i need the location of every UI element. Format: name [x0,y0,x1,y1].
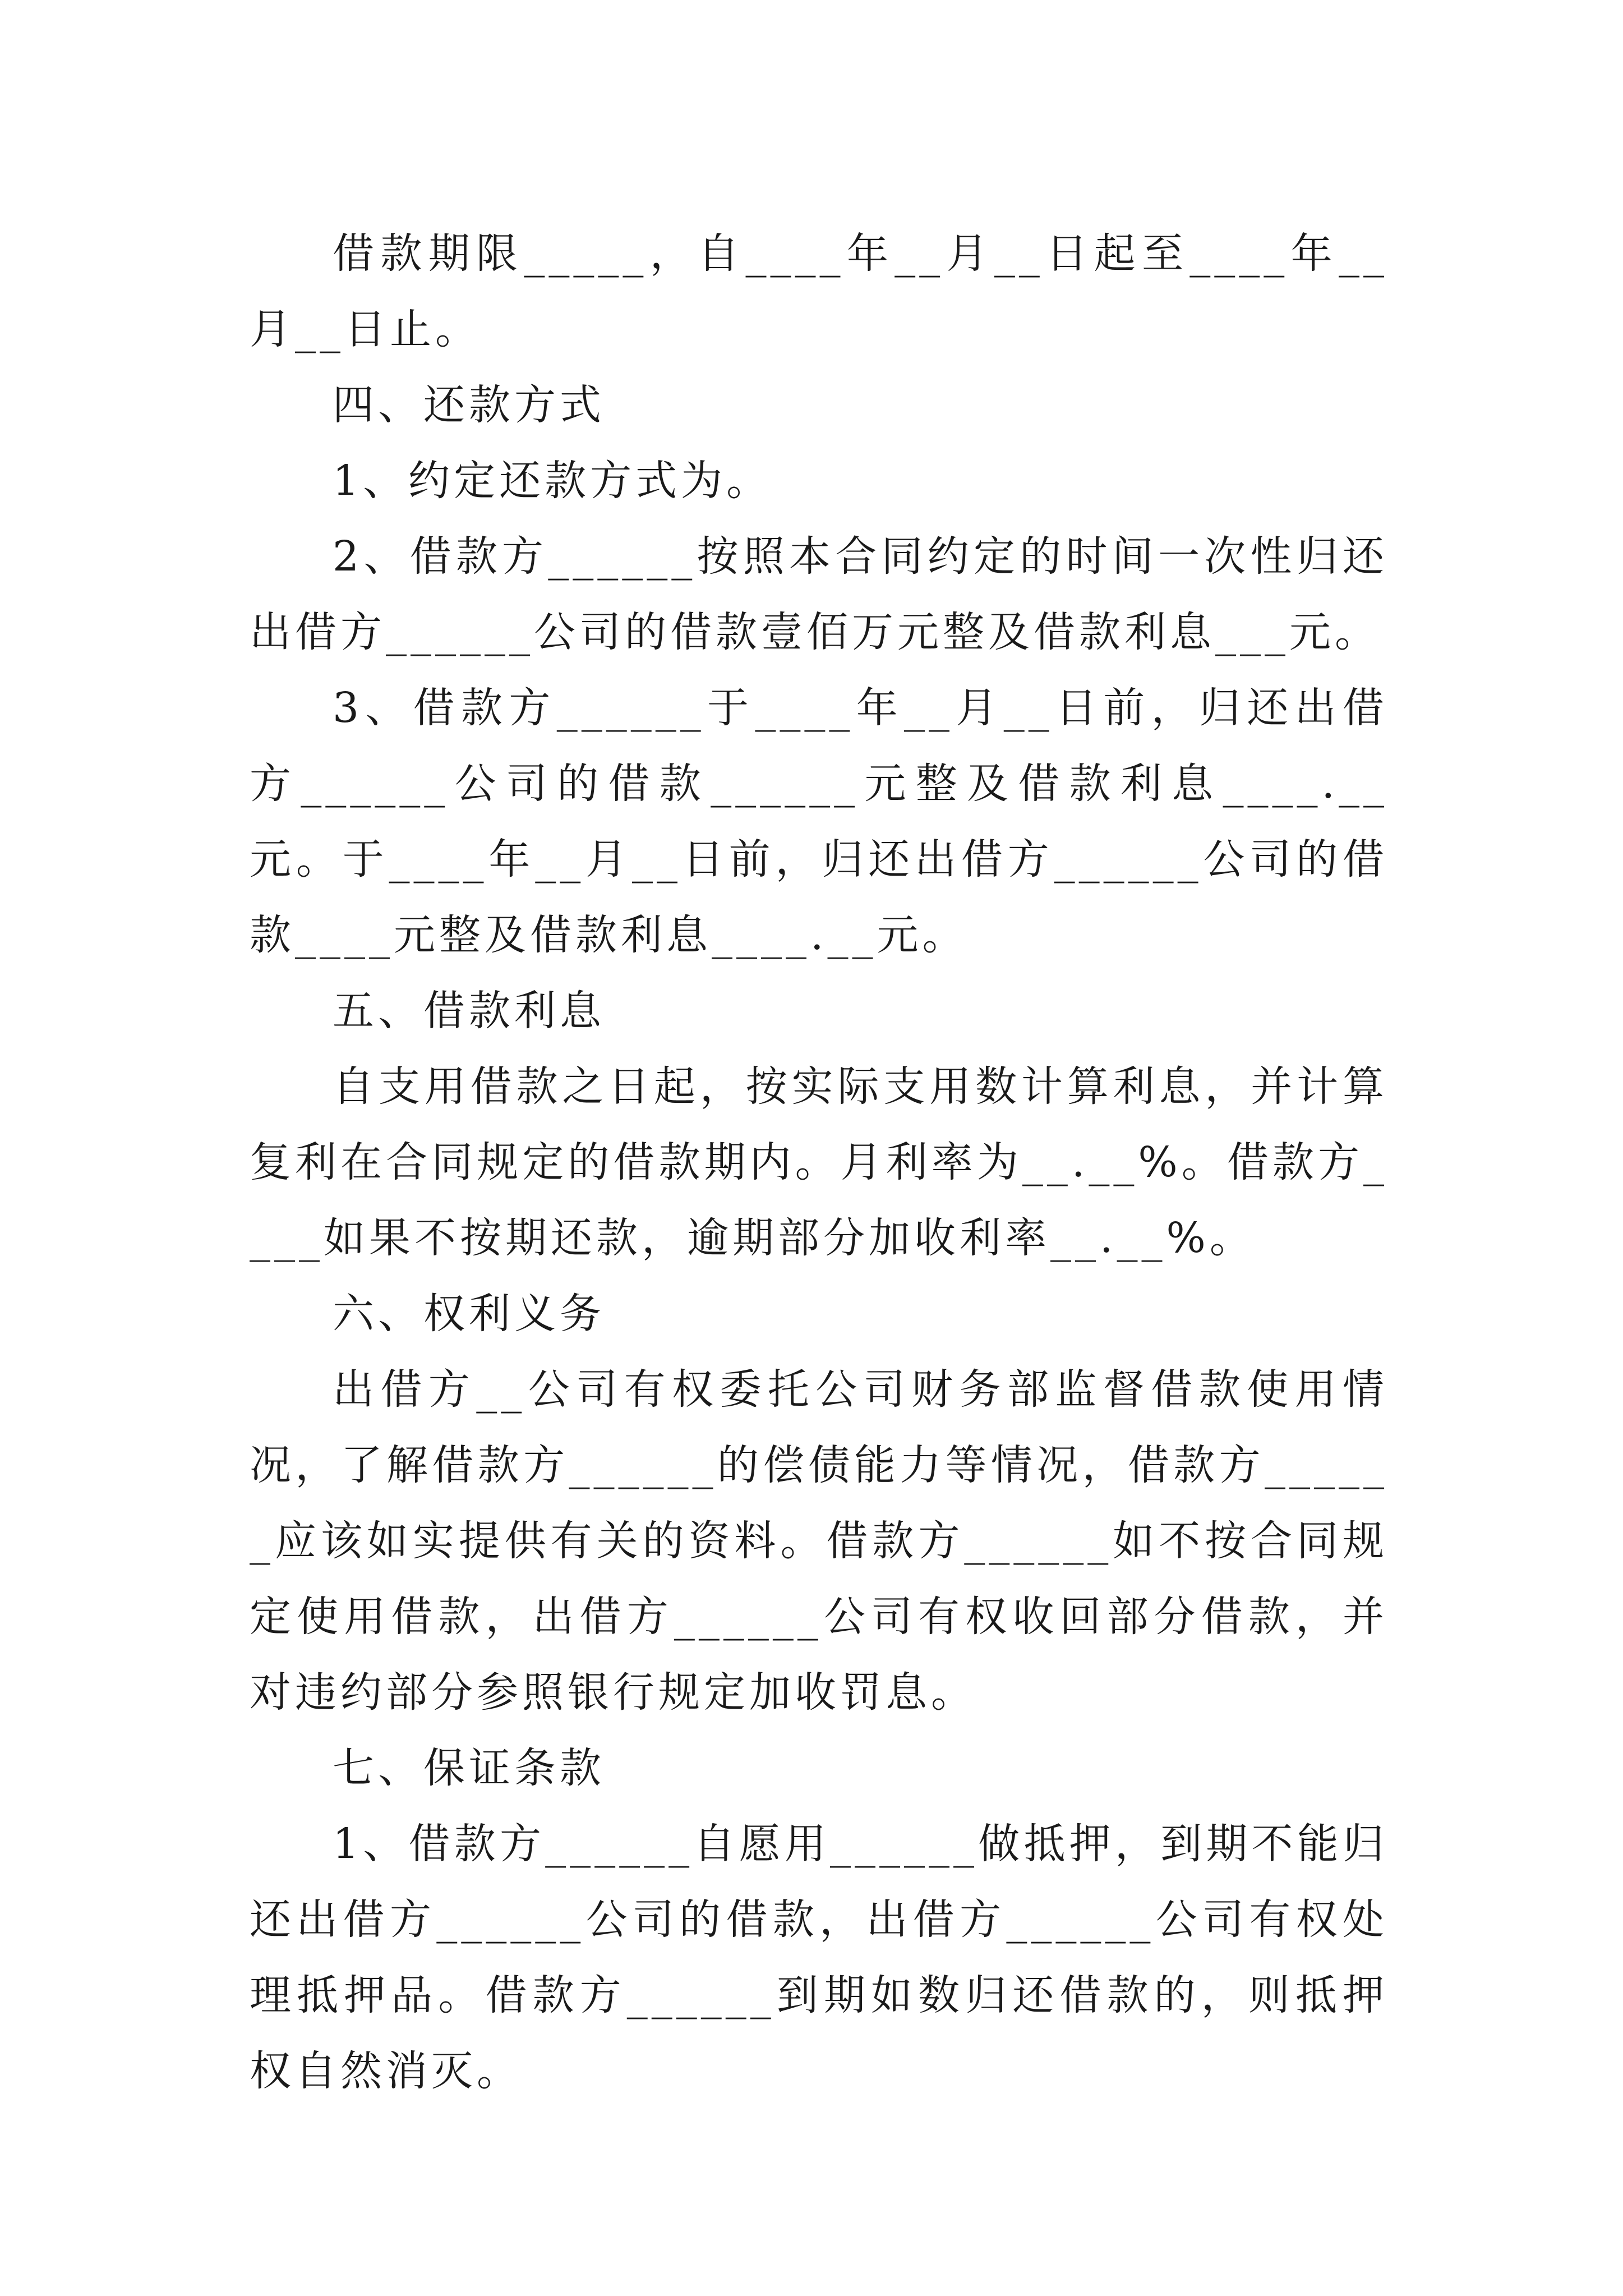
document-body [250,216,1388,2109]
guarantee-clause-1: 1、借款方______自愿用______做抵押，到期不能归还出借方______公司的借款，出借方______公司有权处理抵押品。借款方______到期如数归还借款的，则抵押权自然消灭。 [250,1820,1388,2095]
repayment-clause-1: 1、约定还款方式为。 [333,457,772,505]
section-heading-loan-interest: 五、借款利息 [333,987,605,1035]
section-heading-guarantee-terms: 七、保证条款 [333,1744,605,1792]
section-heading-repayment-method: 四、还款方式 [333,381,605,429]
repayment-clause-2: 2、借款方______按照本合同约定的时间一次性归还出借方______公司的借款壹佰万元整及借款利息___元。 [250,532,1388,656]
loan-interest-paragraph: 自支用借款之日起，按实际支用数计算利息，并计算复利在合同规定的借款期内。月利率为__.__%。借款方____如果不按期还款，逾期部分加收利率__.__%。 [250,1062,1388,1262]
loan-term-paragraph: 借款期限_____，自____年__月__日起至____年__月__日止。 [250,229,1388,353]
rights-obligations-paragraph: 出借方__公司有权委托公司财务部监督借款使用情况，了解借款方______的偿债能力等情况，借款方______应该如实提供有关的资料。借款方______如不按合同规定使用借款，出借方______公司有权收回部分借款，并对违约部分参照银行规定加收罚息。 [250,1365,1388,1717]
section-heading-rights-obligations: 六、权利义务 [333,1290,605,1338]
repayment-clause-3: 3、借款方______于____年__月__日前，归还出借方______公司的借款______元整及借款利息____.__元。于____年__月__日前，归还出借方______公司的借款____元整及借款利息____.__元。 [250,684,1388,959]
